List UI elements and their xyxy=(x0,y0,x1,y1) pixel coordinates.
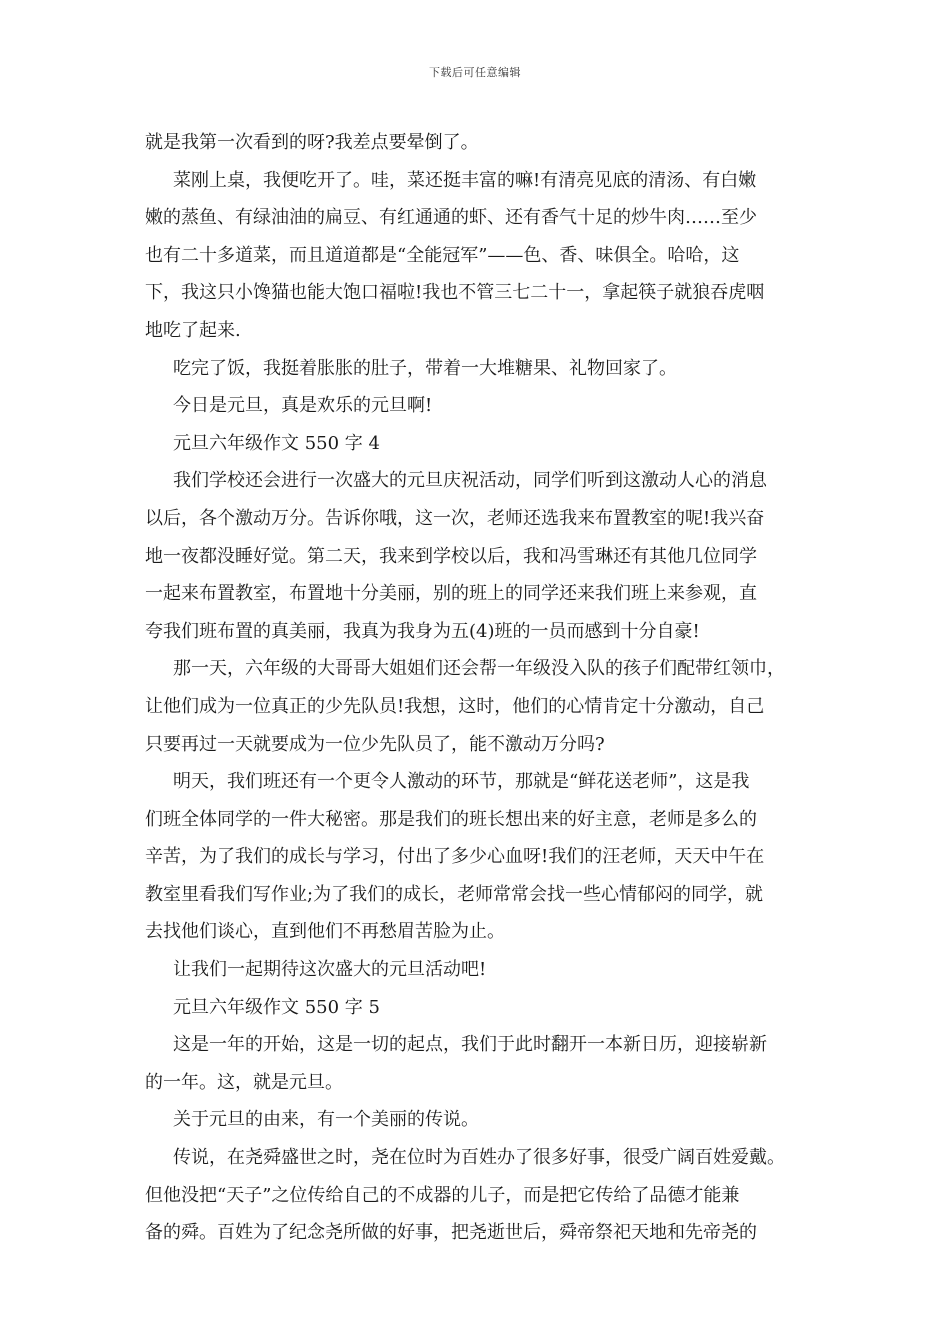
text-line: 传说，在尧舜盛世之时，尧在位时为百姓办了很多好事，很受广阔百姓爱戴。 xyxy=(173,1147,785,1169)
text-line: 元旦六年级作文 550 字 5 xyxy=(173,996,380,1018)
text-line: 吃完了饭，我挺着胀胀的肚子，带着一大堆糖果、礼物回家了。 xyxy=(173,357,677,379)
text-line: 去找他们谈心，直到他们不再愁眉苦脸为止。 xyxy=(145,921,505,943)
text-line: 地一夜都没睡好觉。第二天，我来到学校以后，我和冯雪琳还有其他几位同学 xyxy=(145,545,757,567)
text-line: 辛苦，为了我们的成长与学习，付出了多少心血呀!我们的汪老师，天天中午在 xyxy=(145,846,765,868)
page-header: 下载后可任意编辑 xyxy=(429,66,521,79)
text-line: 让我们一起期待这次盛大的元旦活动吧! xyxy=(173,959,487,981)
text-line: 夸我们班布置的真美丽，我真为我身为五(4)班的一员而感到十分自豪! xyxy=(145,620,700,642)
text-line: 那一天，六年级的大哥哥大姐姐们还会帮一年级没入队的孩子们配带红领巾， xyxy=(173,658,785,680)
text-line: 下，我这只小馋猫也能大饱口福啦!我也不管三七二十一，拿起筷子就狼吞虎咽 xyxy=(145,282,765,304)
text-line: 这是一年的开始，这是一切的起点，我们于此时翻开一本新日历，迎接崭新 xyxy=(173,1034,767,1056)
text-line: 元旦六年级作文 550 字 4 xyxy=(173,432,380,454)
text-line: 们班全体同学的一件大秘密。那是我们的班长想出来的好主意，老师是多么的 xyxy=(145,808,757,830)
text-line: 明天，我们班还有一个更令人激动的环节，那就是“鲜花送老师”，这是我 xyxy=(173,771,750,793)
text-line: 今日是元旦，真是欢乐的元旦啊! xyxy=(173,395,433,417)
text-line: 的一年。这，就是元旦。 xyxy=(145,1071,343,1093)
text-line: 我们学校还会进行一次盛大的元旦庆祝活动，同学们听到这激动人心的消息 xyxy=(173,470,767,492)
text-line: 让他们成为一位真正的少先队员!我想，这时，他们的心情肯定十分激动，自己 xyxy=(145,695,765,717)
text-line: 就是我第一次看到的呀?我差点要晕倒了。 xyxy=(145,132,479,153)
text-line: 教室里看我们写作业;为了我们的成长，老师常常会找一些心情郁闷的同学，就 xyxy=(145,883,764,905)
text-line: 只要再过一天就要成为一位少先队员了，能不激动万分吗? xyxy=(145,733,605,755)
text-line: 以后，各个激动万分。告诉你哦，这一次，老师还选我来布置教室的呢!我兴奋 xyxy=(145,507,765,529)
text-line: 地吃了起来. xyxy=(145,319,241,341)
text-line: 关于元旦的由来，有一个美丽的传说。 xyxy=(173,1109,479,1131)
text-line: 但他没把“天子”之位传给自己的不成器的儿子，而是把它传给了品德才能兼 xyxy=(145,1184,740,1206)
text-line: 菜刚上桌，我便吃开了。哇，菜还挺丰富的嘛!有清亮见底的清汤、有白嫩 xyxy=(173,169,757,191)
document-body xyxy=(145,124,810,1252)
text-line: 备的舜。百姓为了纪念尧所做的好事，把尧逝世后，舜帝祭祀天地和先帝尧的 xyxy=(145,1222,757,1244)
text-line: 一起来布置教室，布置地十分美丽，别的班上的同学还来我们班上来参观，直 xyxy=(145,583,757,605)
text-line: 嫩的蒸鱼、有绿油油的扁豆、有红通通的虾、还有香气十足的炒牛肉……至少 xyxy=(145,207,757,229)
text-line: 也有二十多道菜，而且道道都是“全能冠军”——色、香、味俱全。哈哈，这 xyxy=(145,244,740,266)
